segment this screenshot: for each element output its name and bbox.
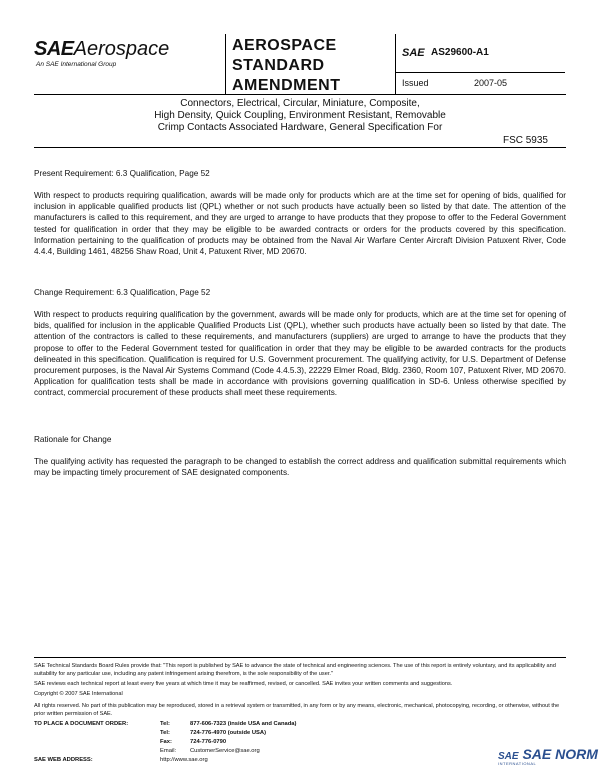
- sae-aerospace-logo: SAEAerospace: [34, 38, 170, 60]
- tel-value[interactable]: 877-606-7323 (inside USA and Canada): [190, 721, 297, 727]
- document-subject: Connectors, Electrical, Circular, Miniature, Composite, High Density, Quick Coupling, Environment Resistant, Removable Crimp Contacts Associated Hardware, General Specification For: [154, 98, 446, 133]
- footer-rules: SAE Technical Standards Board Rules provide that: "This report is published by SAE to advance the state of technical and engineering sciences. The use of this report is entirely voluntary, and its applicability and suitability for any particular use, including any patent infringement arising therefrom, is the sole responsibility of the user.": [34, 663, 556, 678]
- present-requirement-heading: Present Requirement: 6.3 Qualification, Page 52: [34, 169, 210, 178]
- rationale-heading: Rationale for Change: [34, 435, 112, 444]
- tel2-label: Tel:: [160, 730, 170, 736]
- footer-review: SAE reviews each technical report at least every five years at which time it may be reaffirmed, revised, or cancelled. SAE invites your written comments and suggestions.: [34, 681, 453, 687]
- tagline: An SAE International Group: [36, 61, 117, 68]
- email-link[interactable]: CustomerService@sae.org: [190, 748, 260, 754]
- fax-label: Fax:: [160, 739, 172, 745]
- present-requirement-text: With respect to products requiring qualification, awards will be made only for products which are at the time set for opening of bids, qualified for inclusion in applicable qualified products list (QPL) whether or not such products have actually been so listed by that date. The attention of the manufacturers is called to this requirement, and they are urged to arrange to have products that they propose to offer to the Federal Government tested for qualification in order that they may be eligible to be awarded contracts or orders for the products covered by this specification. Information pertaining to the qualification of products may be obtained from the Naval Air Warfare Center Aircraft Division Patuxent River, Code 4.4.4, Building 1461, 48256 Shaw Road, Unit 4, Patuxent River, MD 20670.: [34, 191, 566, 257]
- sae-small-logo: SAE: [402, 47, 425, 59]
- sae-norm-subtext: INTERNATIONAL: [498, 761, 537, 766]
- email-label: Email:: [160, 748, 177, 754]
- tel2-value[interactable]: 724-776-4970 (outside USA): [190, 730, 267, 736]
- change-requirement-heading: Change Requirement: 6.3 Qualification, Page 52: [34, 288, 211, 297]
- document-type-title: AEROSPACE STANDARD AMENDMENT: [232, 37, 341, 94]
- fax-value: 724-776-0790: [190, 739, 227, 745]
- change-requirement-text: With respect to products requiring qualification by the government, awards will be made only for products, which are at the time set for opening of bids, qualified for inclusion in the applicable Qualified Products List (QPL), whether such products have actually been so listed by that date. The attention of the contractors is called to these requirements, and manufacturers (suppliers) are urged to arrange to have the products that they propose to offer to the Federal Government tested for qualification in order that they may be eligible to be awarded contracts for the products delineated in this specification. Qualification is required for U.S. Government procurement. The qualifying activity, for U.S. Department of Defense procurement purposes, is the Naval Air Systems Command (Code 4.4.5.3), 22229 Elmer Road, Bldg. 2360, Room 107, Patuxent River, MD 20670. Application for qualification tests shall be made in accordance with provisions governing qualification in SD-6. Unless otherwise specified by contract, commercial procurement of these products shall meet these requirements.: [34, 310, 566, 398]
- footer-rights: All rights reserved. No part of this publication may be reproduced, stored in a retrieval system or transmitted, in any form or by any means, electronic, mechanical, photocopying, recording, or otherwise, without the prior written permission of SAE.: [34, 703, 560, 718]
- order-label: TO PLACE A DOCUMENT ORDER:: [34, 721, 129, 727]
- issued-date: 2007-05: [474, 78, 508, 88]
- tel-label: Tel:: [160, 721, 170, 727]
- sae-norm-logo: SAE SAE NORM: [498, 746, 598, 762]
- rationale-text: The qualifying activity has requested the paragraph to be changed to establish the correct address and qualification submittal requirements which may be impacting timely procurement of SAE designated components.: [34, 457, 566, 478]
- document-number: AS29600-A1: [431, 47, 489, 58]
- web-label: SAE WEB ADDRESS:: [34, 757, 93, 763]
- web-link[interactable]: http://www.sae.org: [160, 757, 208, 763]
- issued-label: Issued: [402, 78, 429, 88]
- footer-copyright: Copyright © 2007 SAE International: [34, 691, 123, 697]
- fsc-code: FSC 5935: [502, 135, 548, 146]
